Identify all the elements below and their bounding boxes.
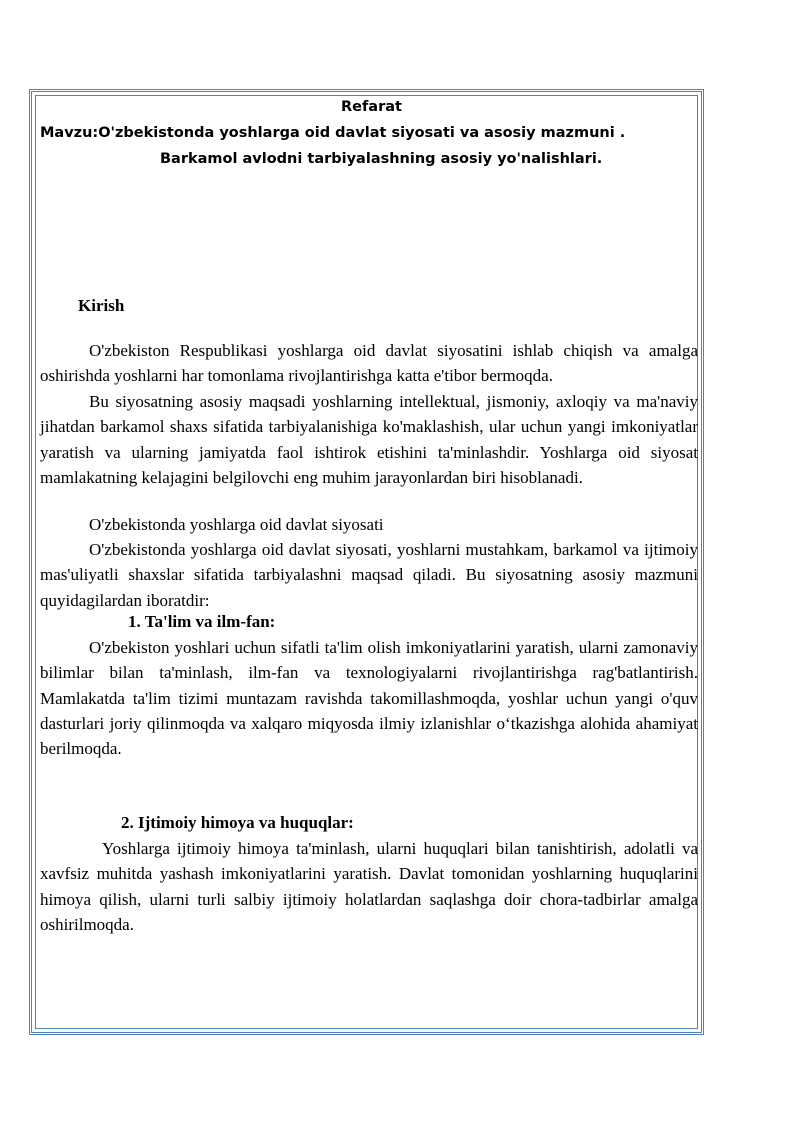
intro-paragraph-1: O'zbekiston Respublikasi yoshlarga oid davlat siyosatini ishlab chiqish va amalga oshirishda yoshlarni har tomonlama rivojlantirishga katta e'tibor bermoqda.: [40, 341, 698, 386]
topic-line-1: Mavzu:O'zbekistonda yoshlarga oid davlat siyosati va asosiy mazmuni .: [40, 125, 626, 141]
section-2-text: Yoshlarga ijtimoiy himoya ta'minlash, ularni huquqlari bilan tanishtirish, adolatli va xavfsiz muhitda yashash imkoniyatlarini yaratish. Davlat tomonidan yoshlarning huquqlarini himoya qilish, ularni turli salbiy ijtimoiy holatlardan saqlashga doir chora-tadbirlar amalga oshirilmoqda.: [40, 839, 698, 934]
section-1-heading: 1. Ta'lim va ilm-fan:: [128, 612, 276, 631]
section-1-text: O'zbekiston yoshlari uchun sifatli ta'lim olish imkoniyatlarini yaratish, ularni zamonaviy bilimlar bilan ta'minlash, ilm-fan va texnologiyalarni rivojlantirishga rag'batlantirish. Mamlakatda ta'lim tizimi muntazam ravishda takomillashmoqda, yoshlar uchun yangi o'quv dasturlari joriy qilinmoqda va xalqaro miqyosda ilmiy izlanishlar o‘tkazishga alohida ahamiyat berilmoqda.: [40, 638, 698, 759]
intro-paragraph-3: O'zbekistonda yoshlarga oid davlat siyosati: [89, 515, 384, 534]
intro-heading: Kirish: [78, 296, 125, 315]
intro-paragraph-2: Bu siyosatning asosiy maqsadi yoshlarning intellektual, jismoniy, axloqiy va ma'naviy jihatdan barkamol shaxs sifatida tarbiyalanishiga ko'maklashish, ular uchun yangi imkoniyatlar yaratish va ularning jamiyatda faol ishtirok etishini ta'minlashdir. Yoshlarga oid siyosat mamlakatning kelajagini belgilovchi eng muhim jarayonlardan biri hisoblanadi.: [40, 392, 698, 487]
document-title: Refarat: [341, 99, 402, 115]
section-2-heading: 2. Ijtimoiy himoya va huquqlar:: [121, 813, 354, 832]
intro-paragraph-4: O'zbekistonda yoshlarga oid davlat siyosati, yoshlarni mustahkam, barkamol va ijtimoiy mas'uliyatli shaxslar sifatida tarbiyalashni maqsad qiladi. Bu siyosatning asosiy mazmuni quyidagilardan iboratdir:: [40, 540, 698, 610]
topic-line-2: Barkamol avlodni tarbiyalashning asosiy yo'nalishlari.: [160, 151, 603, 167]
